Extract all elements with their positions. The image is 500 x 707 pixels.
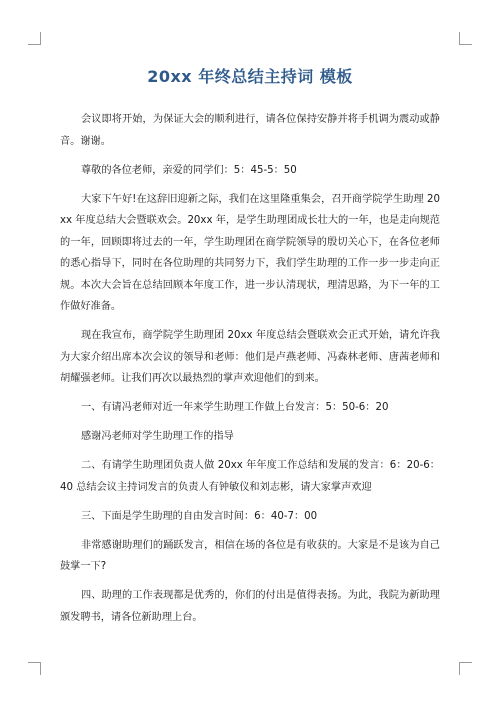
paragraph-item-3: 三、下面是学生助理的自由发言时间：6：40-7：00 <box>81 510 318 522</box>
paragraph-greeting: 尊敬的各位老师，亲爱的同学们：5：45-5：50 <box>81 164 297 176</box>
paragraph-intro: 会议即将开始，为保证大会的顺利进行，请各位保持安静并将手机调为震动或静音。谢谢。 <box>60 114 440 147</box>
crop-mark-top-left <box>28 32 41 45</box>
paragraph-item-4: 四、助理的工作表现都是优秀的，你们的付出是值得表扬。为此，我院为新助理颁发聘书，请各位新助理上台。 <box>60 590 440 623</box>
crop-mark-bottom-left <box>28 662 41 675</box>
crop-mark-bottom-right <box>459 662 472 675</box>
paragraph-applause: 非常感谢助理们的踊跃发言，相信在场的各位是有收获的。大家是不是该为自己鼓掌一下? <box>60 539 440 572</box>
crop-mark-top-right <box>459 32 472 45</box>
paragraph-thanks: 感谢冯老师对学生助理工作的指导 <box>81 431 234 442</box>
document-body <box>60 109 440 636</box>
paragraph-item-1: 一、有请冯老师对近一年来学生助理工作做上台发言：5：50-6：20 <box>81 402 389 413</box>
paragraph-item-2: 二、有请学生助理团负责人做 20xx 年年度工作总结和发展的发言：6：20-6：40 总结会议主持词发言的负责人有钟敏仪和刘志彬，请大家掌声欢迎 <box>60 460 440 493</box>
paragraph-announcement: 现在我宣布，商学院学生助理团 20xx 年度总结会暨联欢会正式开始，请允许我为大家介绍出席本次会议的领导和老师：他们是卢燕老师、冯森林老师、唐茜老师和胡耀强老师。让我们再次以最热烈的掌声欢迎他们的到来。 <box>60 330 440 384</box>
paragraph-opening: 大家下午好!在这辞旧迎新之际，我们在这里隆重集会，召开商学院学生助理 20xx 年度总结大会暨联欢会。20xx 年，是学生助理团成长壮大的一年，也是走向规范的一年，回顾即将过去的一年，学生助理团在商学院领导的殷切关心下，在各位老师的悉心指导下，同时在各位助理的共同努力下，我们学生助理的工作一步一步走向正规。本次大会旨在总结回顾本年度工作，进一步认清现状，理清思路，为下一年的工作做好准备。 <box>60 193 440 312</box>
document-title: 20xx 年终总结主持词 模板 <box>147 67 353 86</box>
